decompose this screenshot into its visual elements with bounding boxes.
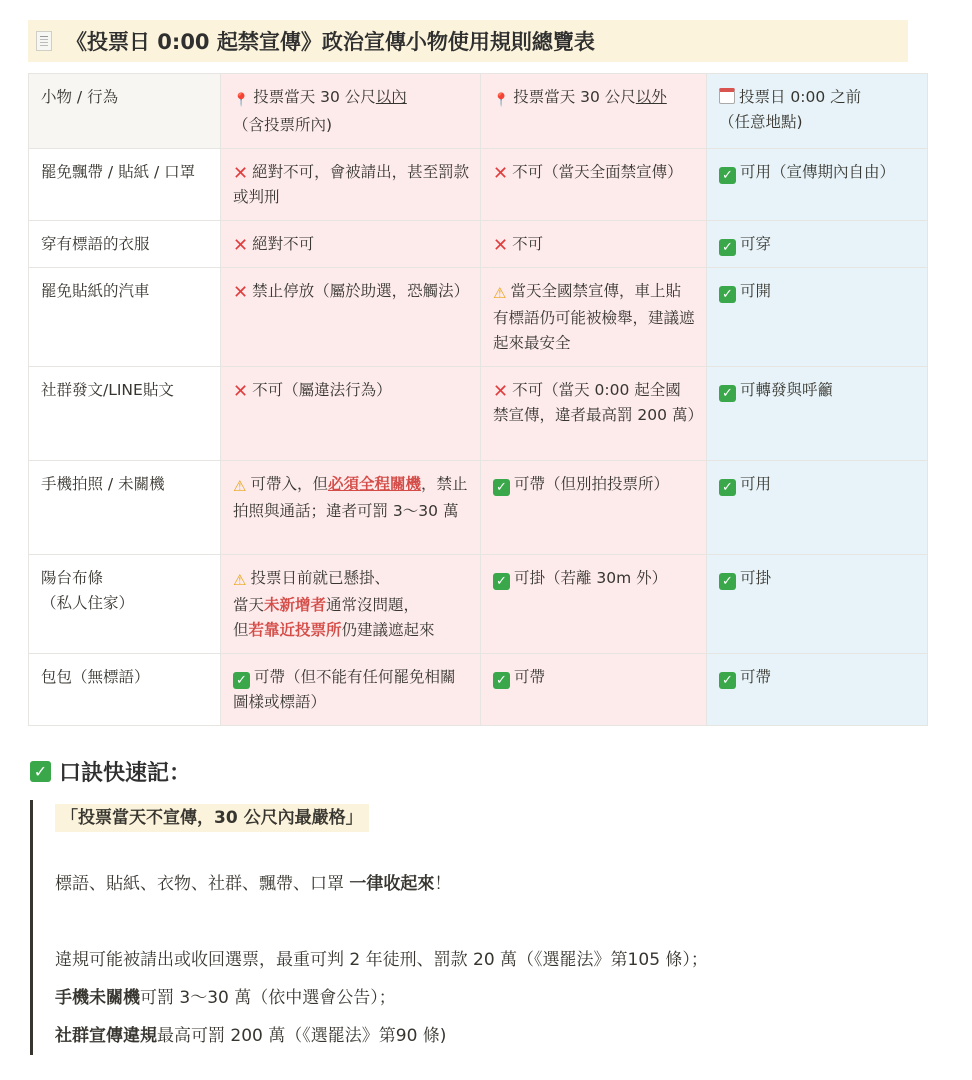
receipt-icon [36, 31, 52, 51]
cell-outside: ✓ 可掛（若離 30m 外） [481, 555, 707, 654]
check-icon: ✓ [30, 761, 51, 782]
cross-icon: ✕ [493, 381, 509, 402]
cell-outside: ✕ 不可（當天全面禁宣傳） [481, 149, 707, 221]
table-row [29, 654, 928, 726]
rules-table [28, 73, 928, 726]
summary-line: 違規可能被請出或收回選票，最重可判 2 年徒刑、罰款 20 萬（《選罷法》第105 條）； [55, 950, 708, 970]
cross-icon: ✕ [493, 235, 509, 256]
check-icon: ✓ [719, 286, 736, 303]
table-row [29, 221, 928, 268]
cell-before: ✓ 可用（宣傳期內自由） [707, 149, 928, 221]
warning-icon: ⚠ [493, 284, 507, 302]
cell-within: ✕ 絕對不可 [221, 221, 481, 268]
row-label: 罷免飄帶 / 貼紙 / 口罩 [29, 149, 221, 221]
cell-outside: ✓ 可帶（但別拍投票所） [481, 461, 707, 555]
check-icon: ✓ [719, 385, 736, 402]
summary-heading [30, 756, 191, 787]
cell-outside: ✕ 不可（當天 0:00 起全國禁宣傳，違者最高罰 200 萬） [481, 367, 707, 461]
header-within-30m: 📍 投票當天 30 公尺以內 （含投票所內) [221, 74, 481, 149]
cross-icon: ✕ [493, 163, 509, 184]
cell-before: ✓ 可帶 [707, 654, 928, 726]
check-icon: ✓ [719, 672, 736, 689]
cell-within: ⚠ 投票日前就已懸掛、 當天未新增者通常沒問題， 但若靠近投票所仍建議遮起來 [221, 555, 481, 654]
table-row [29, 367, 928, 461]
calendar-icon [719, 88, 735, 104]
row-label: 包包（無標語） [29, 654, 221, 726]
cross-icon: ✕ [233, 282, 249, 303]
cell-within: ✕ 絕對不可，會被請出，甚至罰款或判刑 [221, 149, 481, 221]
warning-icon: ⚠ [233, 477, 247, 495]
cross-icon: ✕ [233, 163, 249, 184]
title-bar [28, 20, 908, 62]
cell-within: ✕ 禁止停放（屬於助選，恐觸法） [221, 268, 481, 367]
summary-line: 標語、貼紙、衣物、社群、飄帶、口罩 一律收起來！ [55, 874, 452, 894]
check-icon: ✓ [233, 672, 250, 689]
header-before-election: 投票日 0:00 之前 （任意地點) [707, 74, 928, 149]
summary-line: 社群宣傳違規最高可罰 200 萬（《選罷法》第90 條) [55, 1026, 447, 1046]
row-label: 社群發文/LINE貼文 [29, 367, 221, 461]
check-icon: ✓ [719, 239, 736, 256]
cell-outside: ✕ 不可 [481, 221, 707, 268]
row-label: 穿有標語的衣服 [29, 221, 221, 268]
cell-within: ✓ 可帶（但不能有任何罷免相關圖樣或標語） [221, 654, 481, 726]
check-icon: ✓ [493, 672, 510, 689]
row-label: 陽台布條 （私人住家） [29, 555, 221, 654]
check-icon: ✓ [719, 479, 736, 496]
cell-within: ✕ 不可（屬違法行為） [221, 367, 481, 461]
page-title: 《投票日 0:00 起禁宣傳》政治宣傳小物使用規則總覽表 [66, 30, 595, 54]
table-row [29, 461, 928, 555]
cell-outside: ⚠ 當天全國禁宣傳，車上貼有標語仍可能被檢舉，建議遮起來最安全 [481, 268, 707, 367]
summary-heading-text: 口訣快速記： [59, 761, 192, 786]
cell-within: ⚠ 可帶入，但必須全程關機，禁止拍照與通話；違者可罰 3～30 萬 [221, 461, 481, 555]
cell-before: ✓ 可開 [707, 268, 928, 367]
cell-before: ✓ 可掛 [707, 555, 928, 654]
header-item: 小物 / 行為 [29, 74, 221, 149]
pin-icon: 📍 [493, 93, 510, 108]
cell-before: ✓ 可轉發與呼籲 [707, 367, 928, 461]
summary-quote [30, 800, 910, 1055]
check-icon: ✓ [719, 573, 736, 590]
check-icon: ✓ [493, 479, 510, 496]
table-row [29, 268, 928, 367]
table-row [29, 555, 928, 654]
cell-before: ✓ 可用 [707, 461, 928, 555]
cross-icon: ✕ [233, 235, 249, 256]
table-row [29, 149, 928, 221]
cell-before: ✓ 可穿 [707, 221, 928, 268]
summary-line: 手機未關機可罰 3～30 萬（依中選會公告）； [55, 988, 396, 1008]
check-icon: ✓ [493, 573, 510, 590]
slogan: 「投票當天不宣傳，30 公尺內最嚴格」 [55, 804, 369, 832]
cross-icon: ✕ [233, 381, 249, 402]
warning-icon: ⚠ [233, 571, 247, 589]
table-header-row [29, 74, 928, 149]
row-label: 手機拍照 / 未關機 [29, 461, 221, 555]
row-label: 罷免貼紙的汽車 [29, 268, 221, 367]
pin-icon: 📍 [233, 93, 250, 108]
header-outside-30m: 📍 投票當天 30 公尺以外 [481, 74, 707, 149]
check-icon: ✓ [719, 167, 736, 184]
cell-outside: ✓ 可帶 [481, 654, 707, 726]
